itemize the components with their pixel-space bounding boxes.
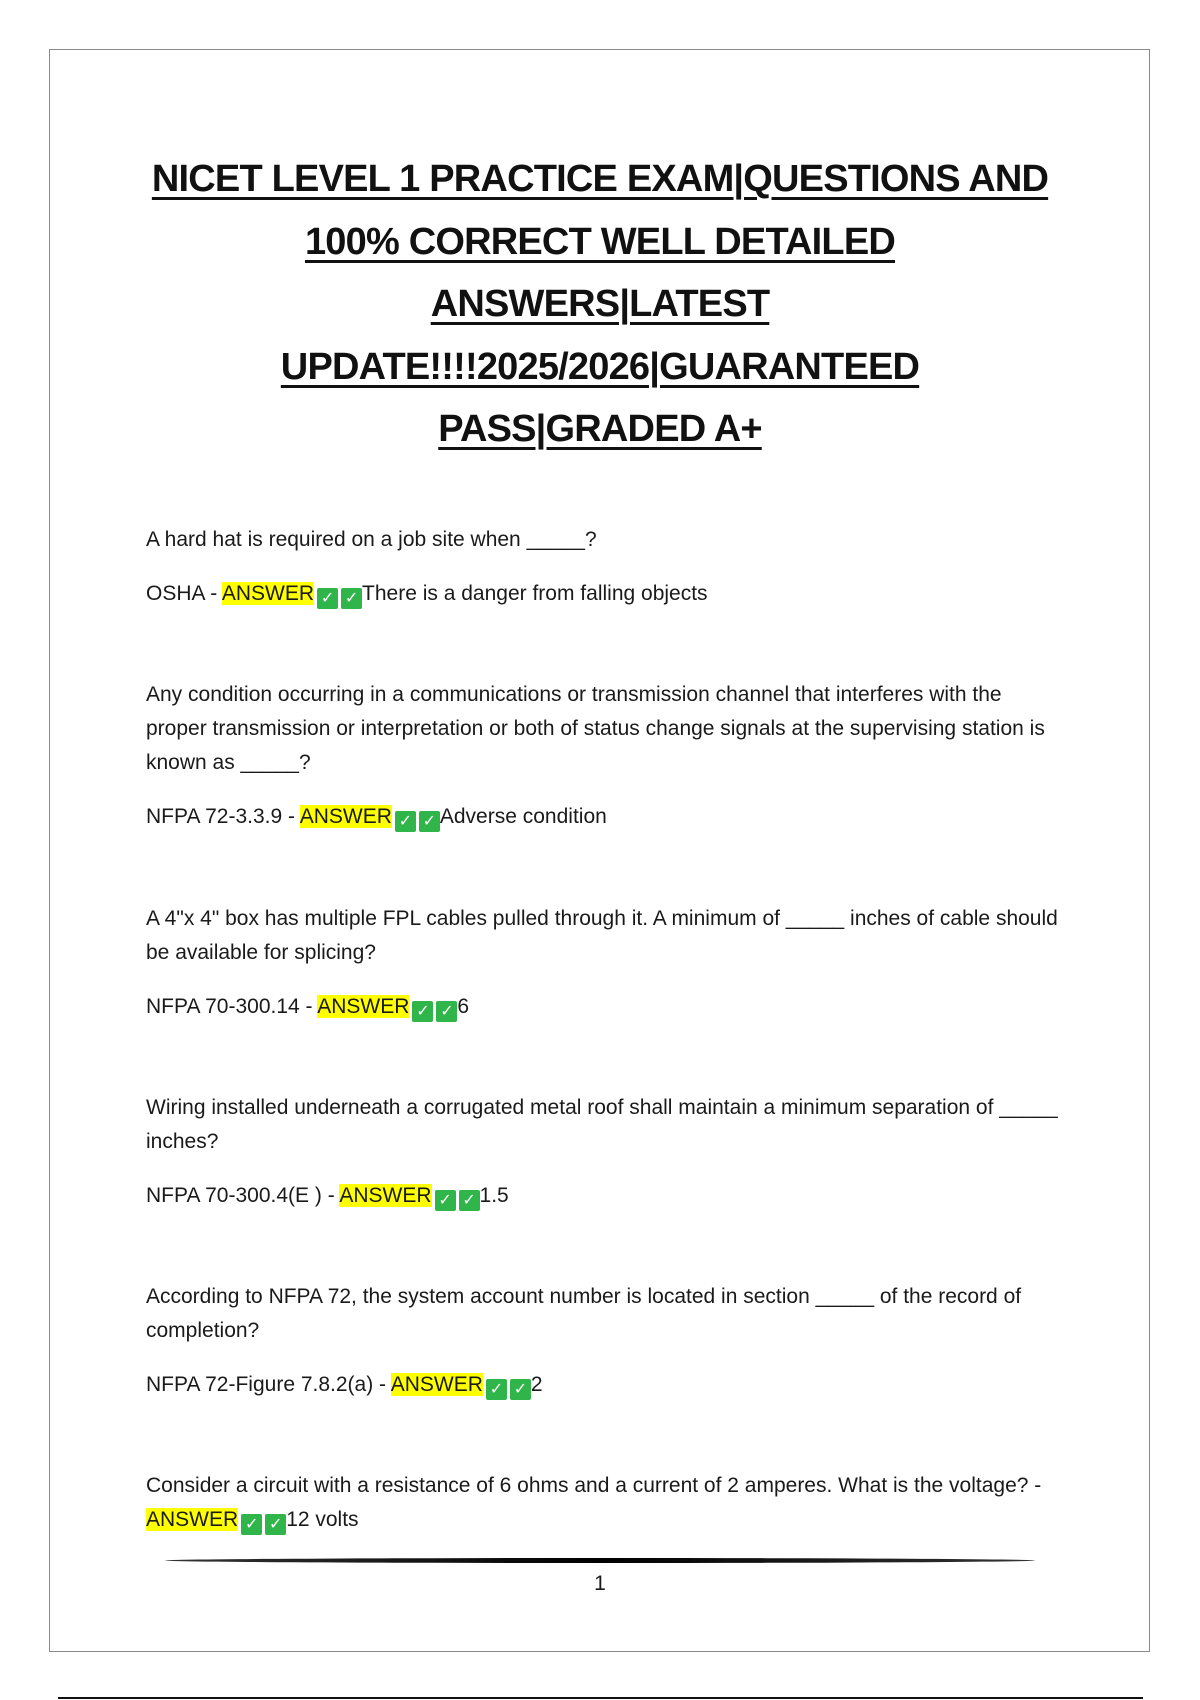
question-text: Consider a circuit with a resistance of 6 ohms and a current of 2 amperes. What is the voltage? - <box>146 1474 1042 1497</box>
answer-reference: NFPA 72-Figure 7.8.2(a) - <box>146 1373 391 1396</box>
footer-divider <box>165 1558 1035 1563</box>
answer-text: 1.5 <box>479 1184 509 1207</box>
answer-line <box>146 800 1066 834</box>
answer-label: ANSWER <box>317 995 410 1018</box>
answer-label: ANSWER <box>299 805 392 828</box>
answer-label: ANSWER <box>146 1508 239 1531</box>
answer-label: ANSWER <box>221 582 315 605</box>
question-text: A 4"x 4" box has multiple FPL cables pulled through it. A minimum of _____ inches of cable should be available for splicing? <box>146 907 1058 964</box>
answer-text: 6 <box>457 995 470 1018</box>
answer-line <box>146 990 1066 1024</box>
qa-item <box>146 1469 1066 1537</box>
check-icon: ✓ <box>395 811 416 832</box>
answer-text: There is a danger from falling objects <box>362 582 708 605</box>
question-text: A hard hat is required on a job site when _____? <box>146 528 597 551</box>
check-icon: ✓ <box>317 588 338 609</box>
title-line-2: 100% CORRECT WELL DETAILED <box>304 220 896 263</box>
title-line-4: UPDATE!!!!2025/2026|GUARANTEED <box>280 345 920 388</box>
answer-line <box>146 1179 1066 1213</box>
check-icon: ✓ <box>486 1379 507 1400</box>
qa-item <box>146 678 1066 834</box>
title-line-1: NICET LEVEL 1 PRACTICE EXAM|QUESTIONS AND <box>151 158 1049 200</box>
question-with-answer <box>146 1469 1066 1537</box>
check-icon: ✓ <box>459 1190 480 1211</box>
answer-text: 2 <box>530 1373 543 1396</box>
qa-item <box>146 523 1066 611</box>
title-line-3: ANSWERS|LATEST <box>430 283 770 325</box>
qa-item <box>146 902 1066 1024</box>
check-icon: ✓ <box>436 1001 457 1022</box>
question-text: Wiring installed underneath a corrugated metal roof shall maintain a minimum separation of _____ inches? <box>146 1096 1058 1153</box>
answer-reference: NFPA 72-3.3.9 - <box>146 805 300 828</box>
page-bottom-divider <box>58 1697 1143 1699</box>
answer-text: 12 volts <box>286 1508 359 1531</box>
answer-reference: NFPA 70-300.4(E ) - <box>146 1184 340 1207</box>
document-title <box>120 148 1080 461</box>
page-number: 1 <box>594 1572 606 1595</box>
check-icon: ✓ <box>435 1190 456 1211</box>
check-icon: ✓ <box>412 1001 433 1022</box>
check-icon: ✓ <box>510 1379 531 1400</box>
qa-item <box>146 1280 1066 1402</box>
answer-text: Adverse condition <box>439 805 607 828</box>
check-icon: ✓ <box>241 1514 262 1535</box>
answer-line <box>146 577 1066 611</box>
question-text: According to NFPA 72, the system account number is located in section _____ of the record of completion? <box>146 1285 1022 1342</box>
answer-label: ANSWER <box>390 1373 483 1396</box>
check-icon: ✓ <box>419 811 440 832</box>
qa-item <box>146 1091 1066 1213</box>
answer-reference: OSHA - <box>146 582 222 605</box>
answer-line <box>146 1368 1066 1402</box>
title-line-5: PASS|GRADED A+ <box>438 408 762 450</box>
answer-label: ANSWER <box>339 1184 432 1207</box>
check-icon: ✓ <box>341 588 362 609</box>
check-icon: ✓ <box>265 1514 286 1535</box>
answer-reference: NFPA 70-300.14 - <box>146 995 318 1018</box>
question-text: Any condition occurring in a communications or transmission channel that interferes with the proper transmission or interpretation or both of status change signals at the supervising station is known as _____? <box>146 683 1045 774</box>
